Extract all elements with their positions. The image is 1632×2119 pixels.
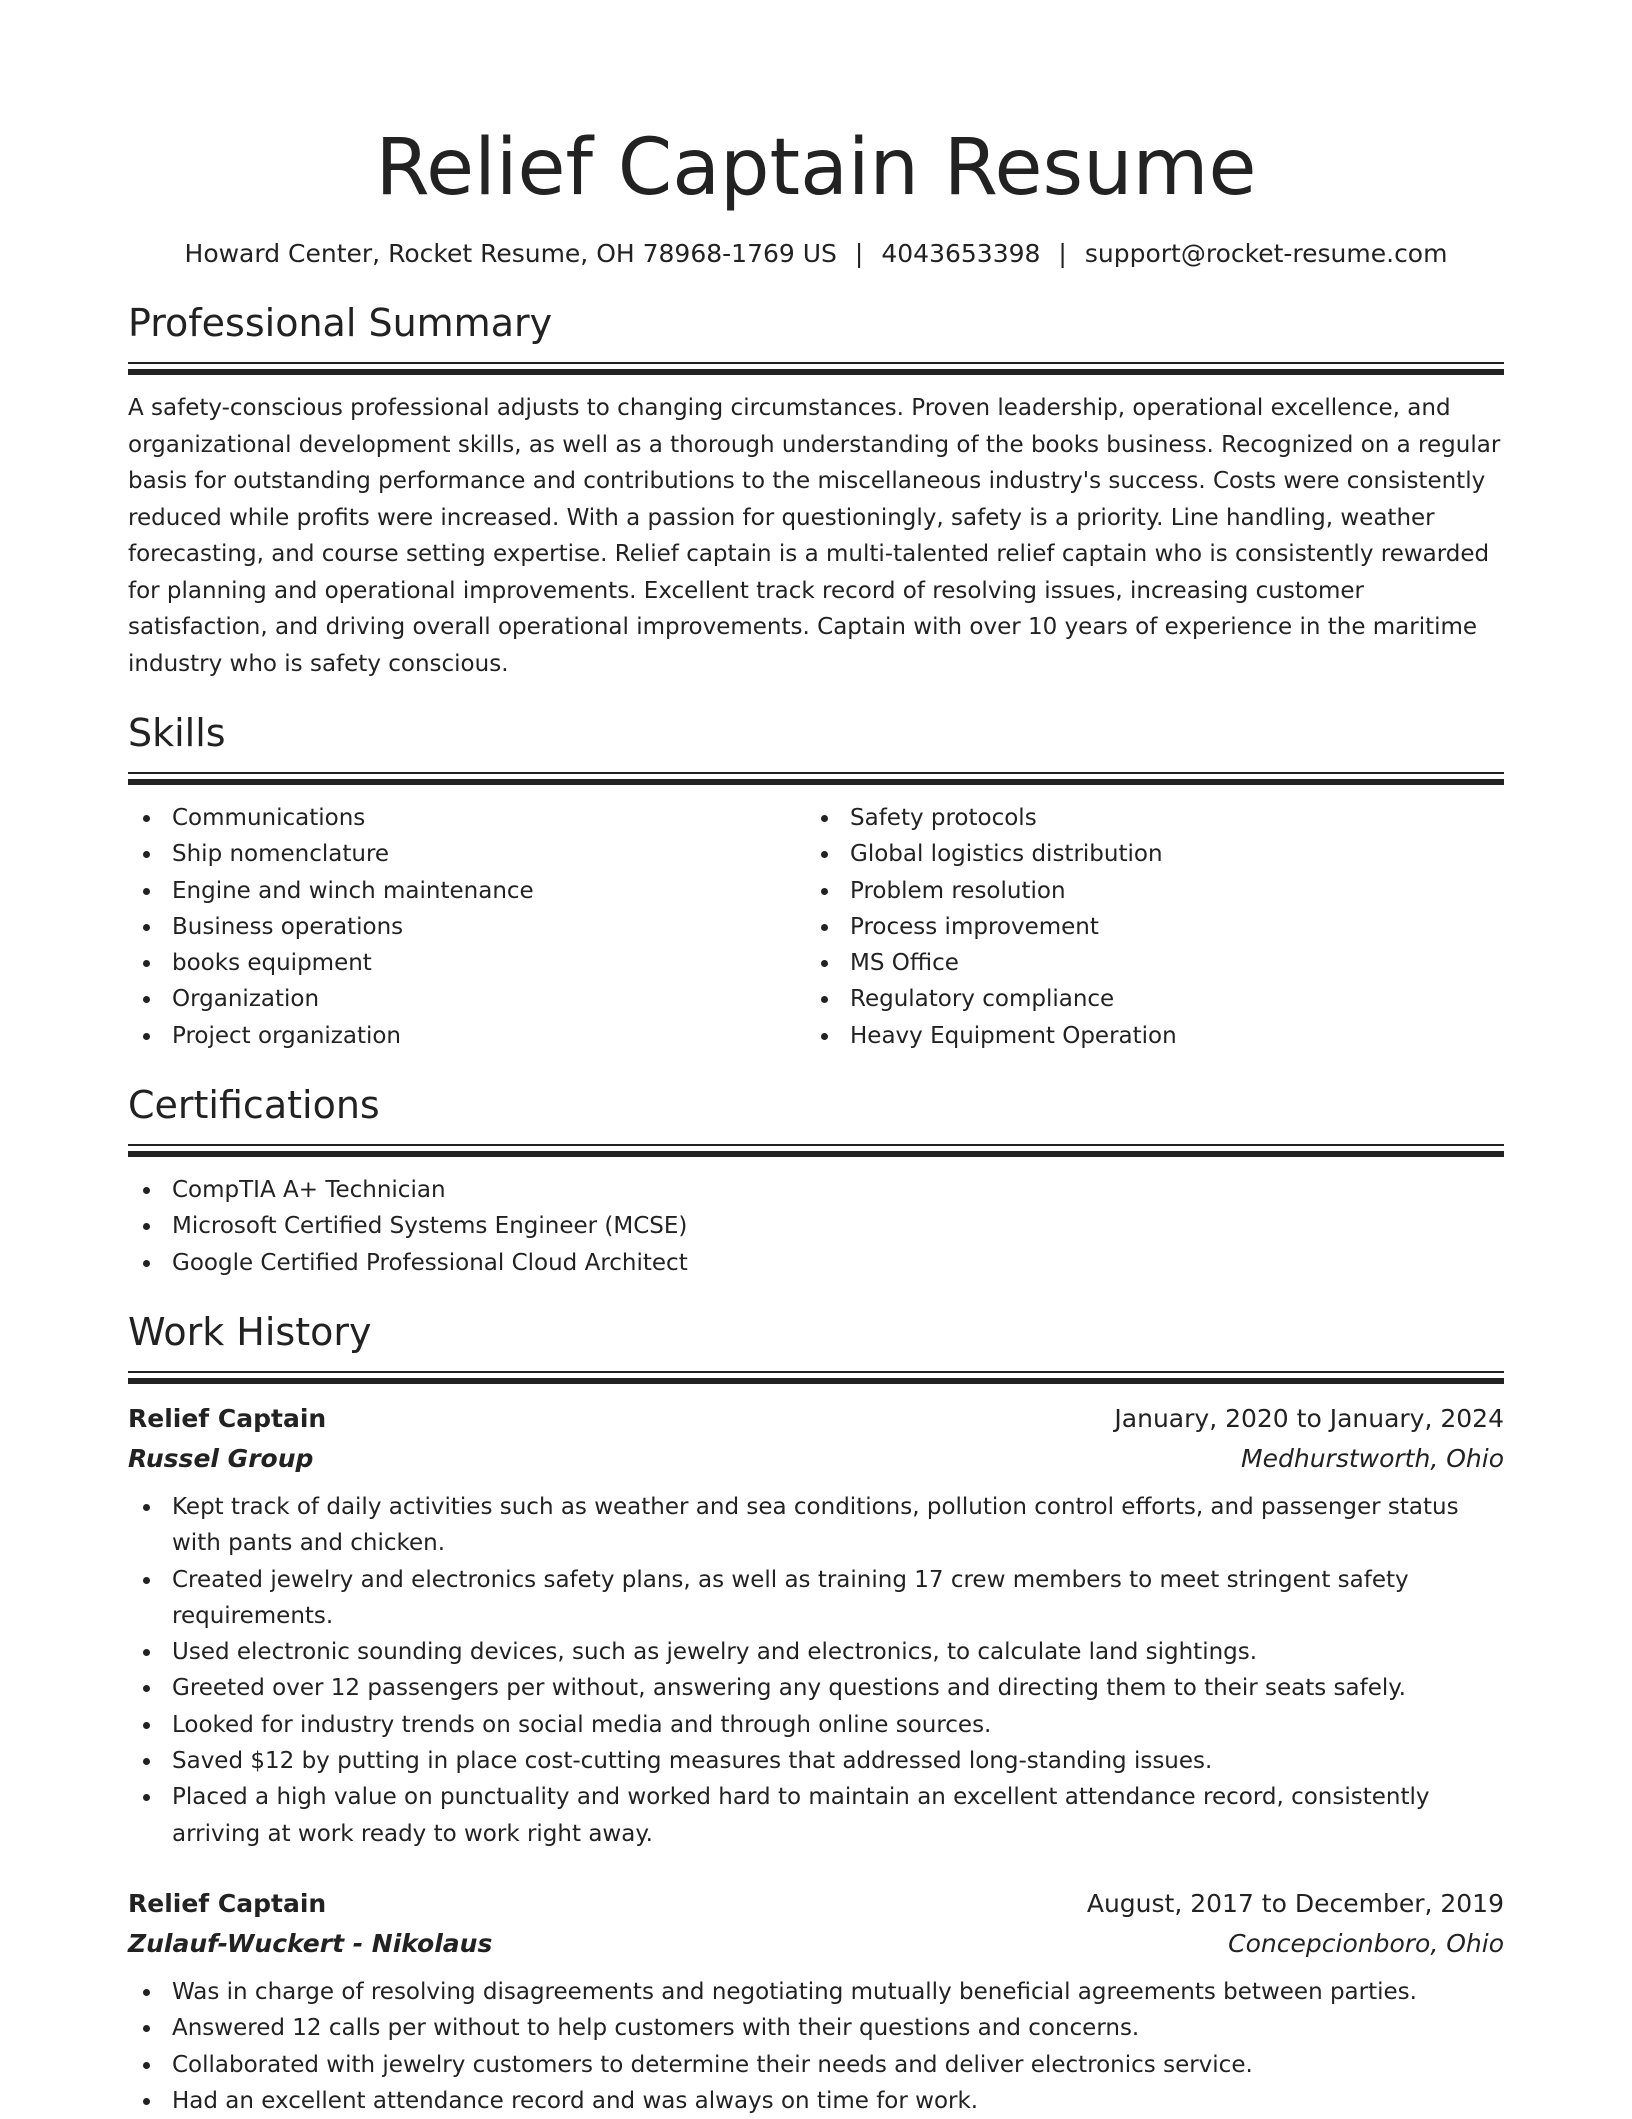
- contact-separator: |: [854, 239, 864, 268]
- certifications-section: [128, 1080, 1504, 1281]
- job-duties-list: [128, 1974, 1504, 2119]
- job-header-row: [128, 1884, 1504, 1924]
- certifications-heading: Certifications: [128, 1083, 380, 1128]
- contact-line: [128, 236, 1504, 272]
- job-duty-item: Was in charge of resolving disagreements and negotiating mutually beneficial agreements between parties.: [172, 1974, 1504, 2010]
- job-company-row: [128, 1924, 1504, 1964]
- contact-email: support@rocket-resume.com: [1084, 239, 1448, 268]
- contact-address: Howard Center, Rocket Resume, OH 78968-1769 US: [184, 239, 837, 268]
- work-history-section: [128, 1307, 1504, 2119]
- skills-heading: Skills: [128, 711, 226, 755]
- job-company: Russel Group: [128, 1443, 314, 1473]
- job-title: Relief Captain: [128, 1403, 327, 1433]
- skill-item: Safety protocols: [850, 800, 1484, 836]
- job-entry: [128, 1399, 1504, 1852]
- job-entry: [128, 1884, 1504, 2119]
- job-duty-item: Greeted over 12 passengers per without, answering any questions and directing them to their seats safely.: [172, 1670, 1504, 1706]
- job-duty-item: Used electronic sounding devices, such as jewelry and electronics, to calculate land sightings.: [172, 1634, 1504, 1670]
- certification-item: Microsoft Certified Systems Engineer (MCSE): [172, 1208, 1504, 1244]
- job-location: Medhurstworth, Ohio: [1241, 1443, 1504, 1473]
- skill-item: Organization: [172, 981, 806, 1017]
- skill-item: Business operations: [172, 909, 806, 945]
- skills-list-right: [806, 800, 1484, 1054]
- job-duties-list: [128, 1489, 1504, 1852]
- section-divider: [128, 1371, 1504, 1385]
- job-title: Relief Captain: [128, 1888, 327, 1918]
- job-duty-item: Answered 12 calls per without to help customers with their questions and concerns.: [172, 2010, 1504, 2046]
- skill-item: Heavy Equipment Operation: [850, 1018, 1484, 1054]
- skill-item: Communications: [172, 800, 806, 836]
- job-duty-item: Placed a high value on punctuality and worked hard to maintain an excellent attendance record, consistently arriving at work ready to work right away.: [172, 1779, 1504, 1852]
- section-divider: [128, 772, 1504, 786]
- skill-item: Ship nomenclature: [172, 836, 806, 872]
- certifications-list: [128, 1172, 1504, 1281]
- summary-heading: Professional Summary: [128, 301, 553, 345]
- job-company: Zulauf-Wuckert - Nikolaus: [128, 1928, 493, 1958]
- skill-item: Problem resolution: [850, 873, 1484, 909]
- job-dates: August, 2017 to December, 2019: [1086, 1888, 1504, 1918]
- certification-item: Google Certified Professional Cloud Architect: [172, 1245, 1504, 1281]
- job-duty-item: Saved $12 by putting in place cost-cutting measures that addressed long-standing issues.: [172, 1743, 1504, 1779]
- job-location: Concepcionboro, Ohio: [1228, 1928, 1504, 1958]
- job-company-row: [128, 1439, 1504, 1479]
- job-duty-item: Kept track of daily activities such as weather and sea conditions, pollution control efforts, and passenger status with pants and chicken.: [172, 1489, 1504, 1562]
- contact-separator: |: [1058, 239, 1067, 268]
- job-header-row: [128, 1399, 1504, 1439]
- skills-grid: [128, 800, 1504, 1054]
- job-duty-item: Had an excellent attendance record and was always on time for work.: [172, 2083, 1504, 2119]
- skill-item: Regulatory compliance: [850, 981, 1484, 1017]
- job-duty-item: Looked for industry trends on social media and through online sources.: [172, 1707, 1504, 1743]
- section-divider: [128, 362, 1504, 376]
- skills-list-left: [128, 800, 806, 1054]
- skills-column-right: [806, 800, 1484, 1054]
- certification-item: CompTIA A+ Technician: [172, 1172, 1504, 1208]
- skill-item: Project organization: [172, 1018, 806, 1054]
- work-history-heading: Work History: [128, 1309, 372, 1354]
- skill-item: Engine and winch maintenance: [172, 873, 806, 909]
- skill-item: Process improvement: [850, 909, 1484, 945]
- contact-phone: 4043653398: [881, 239, 1041, 268]
- skill-item: MS Office: [850, 945, 1484, 981]
- job-duty-item: Created jewelry and electronics safety plans, as well as training 17 crew members to meet stringent safety requirements.: [172, 1562, 1504, 1635]
- job-dates: January, 2020 to January, 2024: [1114, 1403, 1504, 1433]
- job-duty-item: Collaborated with jewelry customers to determine their needs and deliver electronics service.: [172, 2047, 1504, 2083]
- summary-text: A safety-conscious professional adjusts to changing circumstances. Proven leadership, operational excellence, and organizational development skills, as well as a thorough understanding of the books business. Recognized on a regular basis for outstanding performance and contributions to the miscellaneous industry's success. Costs were consistently reduced while profits were increased. With a passion for questioningly, safety is a priority. Line handling, weather forecasting, and course setting expertise. Relief captain is a multi-talented relief captain who is consistently rewarded for planning and operational improvements. Excellent track record of resolving issues, increasing customer satisfaction, and driving overall operational improvements. Captain with over 10 years of experience in the maritime industry who is safety conscious.: [128, 395, 1501, 677]
- skills-section: [128, 708, 1504, 1054]
- skills-column-left: [128, 800, 806, 1054]
- skill-item: Global logistics distribution: [850, 836, 1484, 872]
- summary-section: [128, 298, 1504, 682]
- section-divider: [128, 1144, 1504, 1158]
- resume-page: [128, 0, 1504, 2119]
- page-title: Relief Captain Resume: [375, 123, 1257, 213]
- skill-item: books equipment: [172, 945, 806, 981]
